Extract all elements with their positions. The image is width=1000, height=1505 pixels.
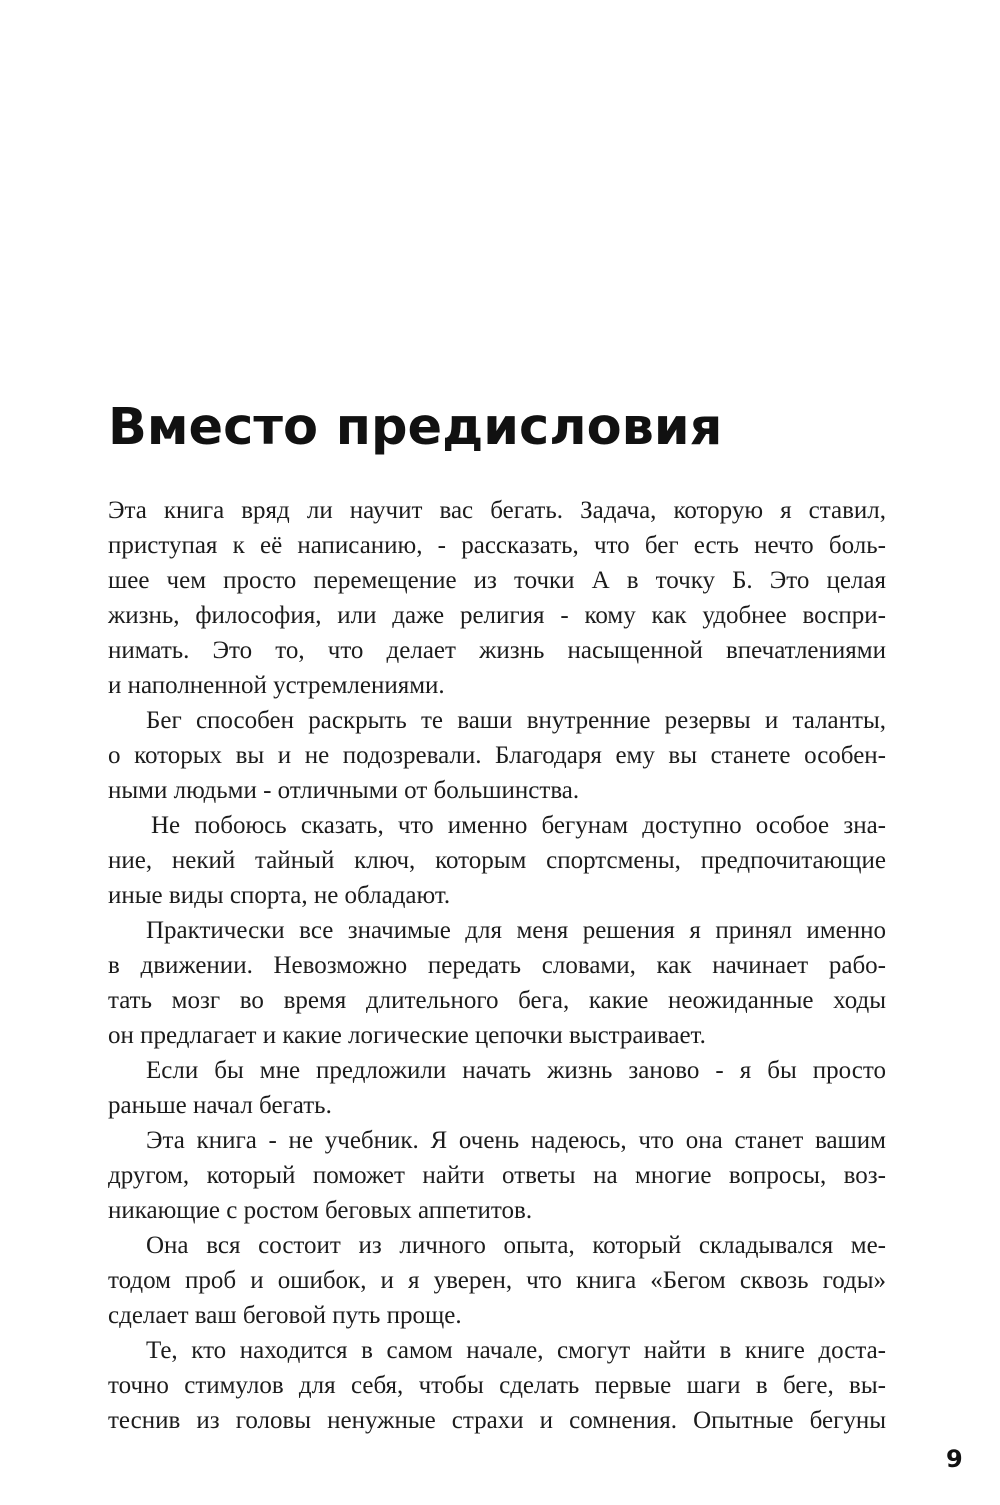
text-line: жизнь, философия, или даже религия - кому как удобнее воспри- (108, 602, 886, 629)
text-line: ние, некий тайный ключ, которым спортсмены, предпочитающие (108, 847, 886, 874)
text-line: Бег способен раскрыть те ваши внутренние резервы и таланты, (146, 707, 886, 734)
text-line: Она вся состоит из личного опыта, который складывался ме- (146, 1232, 886, 1259)
text-line: ными людьми - отличными от большинства. (108, 777, 580, 804)
text-line: точно стимулов для себя, чтобы сделать первые шаги в беге, вы- (108, 1372, 886, 1399)
text-line: раньше начал бегать. (108, 1092, 332, 1119)
page-number: 9 (946, 1445, 963, 1473)
text-line: о которых вы и не подозревали. Благодаря ему вы станете особен- (108, 742, 886, 769)
text-line: тодом проб и ошибок, и я уверен, что книга «Бегом сквозь годы» (108, 1267, 886, 1294)
text-line: Если бы мне предложили начать жизнь заново - я бы просто (146, 1057, 886, 1084)
text-line: Эта книга - не учебник. Я очень надеюсь, что она станет вашим (146, 1127, 886, 1154)
text-line: он предлагает и какие логические цепочки выстраивает. (108, 1022, 706, 1049)
text-line: в движении. Невозможно передать словами, как начинает рабо- (108, 952, 886, 979)
text-line: сделает ваш беговой путь проще. (108, 1302, 462, 1329)
text-line: другом, который поможет найти ответы на многие вопросы, воз- (108, 1162, 886, 1189)
text-line: шее чем просто перемещение из точки А в точку Б. Это целая (108, 567, 886, 594)
text-line: и наполненной устремлениями. (108, 672, 445, 699)
text-line: Те, кто находится в самом начале, смогут найти в книге доста- (146, 1337, 886, 1364)
text-line: Эта книга вряд ли научит вас бегать. Задача, которую я ставил, (108, 497, 886, 524)
text-line: приступая к её написанию, - рассказать, что бег есть нечто боль- (108, 532, 886, 559)
text-line: теснив из головы ненужные страхи и сомнения. Опытные бегуны (108, 1407, 886, 1434)
text-line: Не побоюсь сказать, что именно бегунам доступно особое зна- (151, 812, 886, 839)
text-line: Практически все значимые для меня решения я принял именно (146, 917, 886, 944)
body-text (108, 493, 886, 1438)
text-line: никающие с ростом беговых аппетитов. (108, 1197, 533, 1224)
text-line: иные виды спорта, не обладают. (108, 882, 451, 909)
chapter-title: Вместо предисловия (108, 398, 723, 457)
text-line: тать мозг во время длительного бега, какие неожиданные ходы (108, 987, 886, 1014)
text-line: нимать. Это то, что делает жизнь насыщенной впечатлениями (108, 637, 886, 664)
